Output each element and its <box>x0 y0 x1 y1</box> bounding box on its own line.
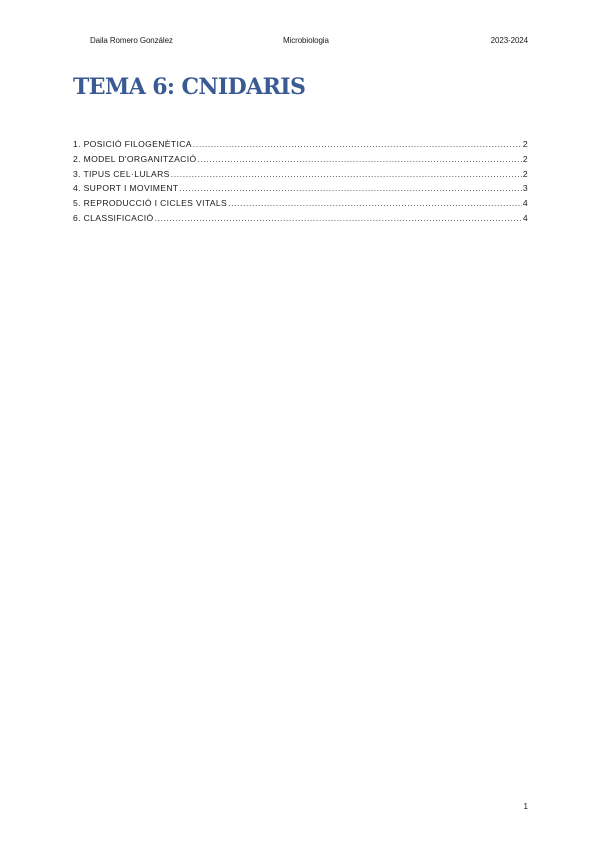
toc-entry-3[interactable] <box>73 169 528 184</box>
toc-entry-page: 4 <box>522 198 528 209</box>
toc-entry-label: 1. POSICIÓ FILOGENÈTICA <box>73 139 192 149</box>
table-of-contents <box>73 139 528 228</box>
toc-entry-page: 2 <box>522 168 528 179</box>
toc-entry-5[interactable] <box>73 198 528 213</box>
toc-dot-leader <box>171 169 522 179</box>
toc-dot-leader <box>193 139 522 149</box>
toc-dot-leader <box>198 154 522 164</box>
toc-entry-label: 6. CLASSIFICACIÓ <box>73 212 154 223</box>
toc-entry-page: 2 <box>522 153 528 164</box>
toc-entry-1[interactable] <box>73 139 528 154</box>
toc-entry-label: 3. TIPUS CEL·LULARS <box>73 168 170 179</box>
toc-entry-4[interactable] <box>73 183 528 198</box>
toc-entry-6[interactable] <box>73 213 528 228</box>
toc-dot-leader <box>228 198 522 208</box>
document-title: TEMA 6: CNIDARIS <box>73 74 306 100</box>
toc-entry-label: 5. REPRODUCCIÓ I CICLES VITALS <box>73 198 228 209</box>
toc-entry-label: 4. SUPORT I MOVIMENT <box>73 183 179 194</box>
header-year: 2023-2024 <box>490 36 528 45</box>
footer-page-number: 1 <box>523 802 528 811</box>
toc-dot-leader <box>155 213 522 223</box>
toc-entry-page: 4 <box>522 212 528 223</box>
toc-entry-2[interactable] <box>73 154 528 169</box>
page-header <box>90 36 528 48</box>
toc-entry-page: 2 <box>522 139 528 149</box>
toc-entry-page: 3 <box>522 183 528 194</box>
header-author: Daila Romero González <box>90 36 173 45</box>
header-subject: Microbiologia <box>283 36 329 45</box>
toc-entry-label: 2. MODEL D'ORGANITZACIÓ <box>73 153 197 164</box>
toc-dot-leader <box>180 183 522 193</box>
